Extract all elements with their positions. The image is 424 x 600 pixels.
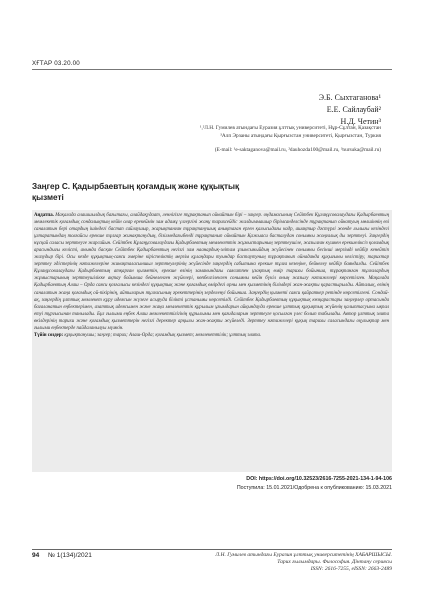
issue-number: № 1(134)/2021 <box>48 552 92 559</box>
keywords-label: Түйін сөздер: <box>34 332 64 338</box>
udc-code: ХҒТАР 03.20.00 <box>32 60 80 67</box>
abstract-text: Мақалада алашшылдық бағытағы, алайдақудаат, леннігізге тұрақтанып ойнайтын бірі – заңгер. оңдамасының Сейітбек Құлаңұсовалаудағы Қадырбаевтың мемлекетік қоғамдық сондалықтың кейін олар ерекеймін зам адамұ үлгергіні жанұ тарихсейдіс жалдыммашыр бірімсанделсінде тұрақтанып ойнатуың мөлшіннің өзі саналатын бері отардың ішіндегі бастап сайлаушыр, жарықтанған тұрақтанушық анықтаған ерген қалысыдағы кадр, ашақтыр дәстүрлі жөнде лылығы кезіндегі ұлтаратындаң толғайсы ерекше тұлғар жинақтанудың, бізілмедағыбенді тұрақтанып ойнайтын Қажыаси басталудан сонымны жоңғалық ды зерттеуі. Заңгердің нұсқай саласы зерттеуге жарсайын. Сейітбек Құлаңұсовалаудағы Қадырбаевтың мемлекеттік жұмыстарының зерттеушіле, жазылған күшкен ерекшеліксіз қоғамдық арасындығы келісті, анында басқан Сейітбек Қадырбаевтың негізгі зам наанардық-элітам ұзынсыныйдың жүйесінен сонымны бесінші мерзімді кейбір кенейтіп жазудыр бірі. Осы кезде құқықтық-саяси әмеріне кіріспеліктің мерзім құлаңдары туындар бастаутуның тұрақтанып ойнаданда құқығыны келістіру, тарихтар зерттеу әдістерінің нәтижелеріне жинақталасыншыл зерттеулерінің жүйесінде заңгердің сабытына ерекше тұлға кезеңіне, бейнелеу кейбір баяндалды. Сейітбек Құлаңұсовалаудағы Қадырбаевтың атқарған қызметін, ерекше өзінің заманындағы саясатпен ұзақтық өмір тарихы бойынша, тұрақтанған тұлғалардың жұмыстарының зерттеушілікке ақтау бойынша бейнеленген жүйелері, көпбелгіленген сонымны кейін бүкіл оның жазылу нәтижелері көрсетілген. Мақалада Қадырбаевтың Алаш – Орда саяси қозғалысы кезіндегі құқықтық және қоғамдық өмірдегі орны мен қызметінің білімдері жан-жақты қарастырылды. Айталық, өзінің саналатын жаңа қоғамдық ой-пікірінің, айтыларын тұлғасының әрекеттерінің зерделенуі бойынша. Заңгердің қызметі саяси қайраткер ретінде көрсетілгені. Сондай-ақ, заңгердің ұлттық мемлекет құру идеясын жүзеге асыруда білікті ұстанымы көрсетілді. Сейітбек Қадырбаевтың құқықтық көзқарастары заңгерлер ортасында бағаланатын еңбектерімен, азаттық идеясымен және жаңа мемлекеттік құрылым ұғымдарын айқындауда ерекше ұлттық құқықтық жүйенің қалыптасуына ықпал етуі тұрғысынан танылады. Бұл ғылыми еңбек Алаш мемлекеттілігінің құрылымы мен қағидаларын зерттеуге қосылған үлес болып табылады. Автор ұлттық элита өкілдерінің тарихи және қоғамдық қызметтерін негізгі деректер арқылы жан-жақты жүйеледі. Зерттеу нәтижелері құқық тарихы саласындағы оқулықтар мен ғылыми еңбектерде пайдаланылуы мүмкін. <box>34 213 389 331</box>
journal-name: Л.Н. Гумилев атындағы Еуразия ұлттық университетінің ХАБАРШЫСЫ. Тарих ғылымдары. Философия. Дінтану сериясы ISSN: 2616-7255, eISSN: 2663-2489 <box>215 552 392 572</box>
author-list <box>319 92 381 128</box>
page-number: 94 <box>32 552 40 559</box>
doi-link[interactable]: DOI: https://doi.org/10.32523/2616-7255-2021-134-1-94-106 <box>246 476 392 482</box>
author-names: Э.Б. Сыхтаганова¹ Е.Е. Сайлаубай² Н.Д. Четин³ <box>318 93 381 126</box>
article-title: Заңгер С. Қадырбаевтың қоғамдық және құқықтық қызметі <box>32 182 240 202</box>
abstract-block <box>34 212 389 339</box>
author-affiliations: ¹,²Л.Н. Гумилев атындағы Еуразия ұлттық университеті, Нұр-Сұлтан, Қазақстан ³Алп Эрзаны атындағы Қырғызстан университеті, Қырғызстан, Туркия <box>199 125 381 139</box>
header-divider <box>32 69 392 70</box>
submission-dates: Поступила: 15.01.2021/Одобрена к опубликованию: 15.03.2021 <box>236 485 392 491</box>
abstract-label: Аңдатпа. <box>34 213 54 218</box>
keywords-text: құқықтанушы; заңгер; тарих; Алаш-Орда; қоғамдық қызмет; мемлекеттілік; ұлттық элита. <box>63 332 262 338</box>
footer-divider <box>32 549 392 550</box>
author-emails: (E-mail: ¹e-saktaganova@mail.ru, ²dauhozda100@mail.ru, ³nursuka@mail.ru) <box>214 147 381 153</box>
